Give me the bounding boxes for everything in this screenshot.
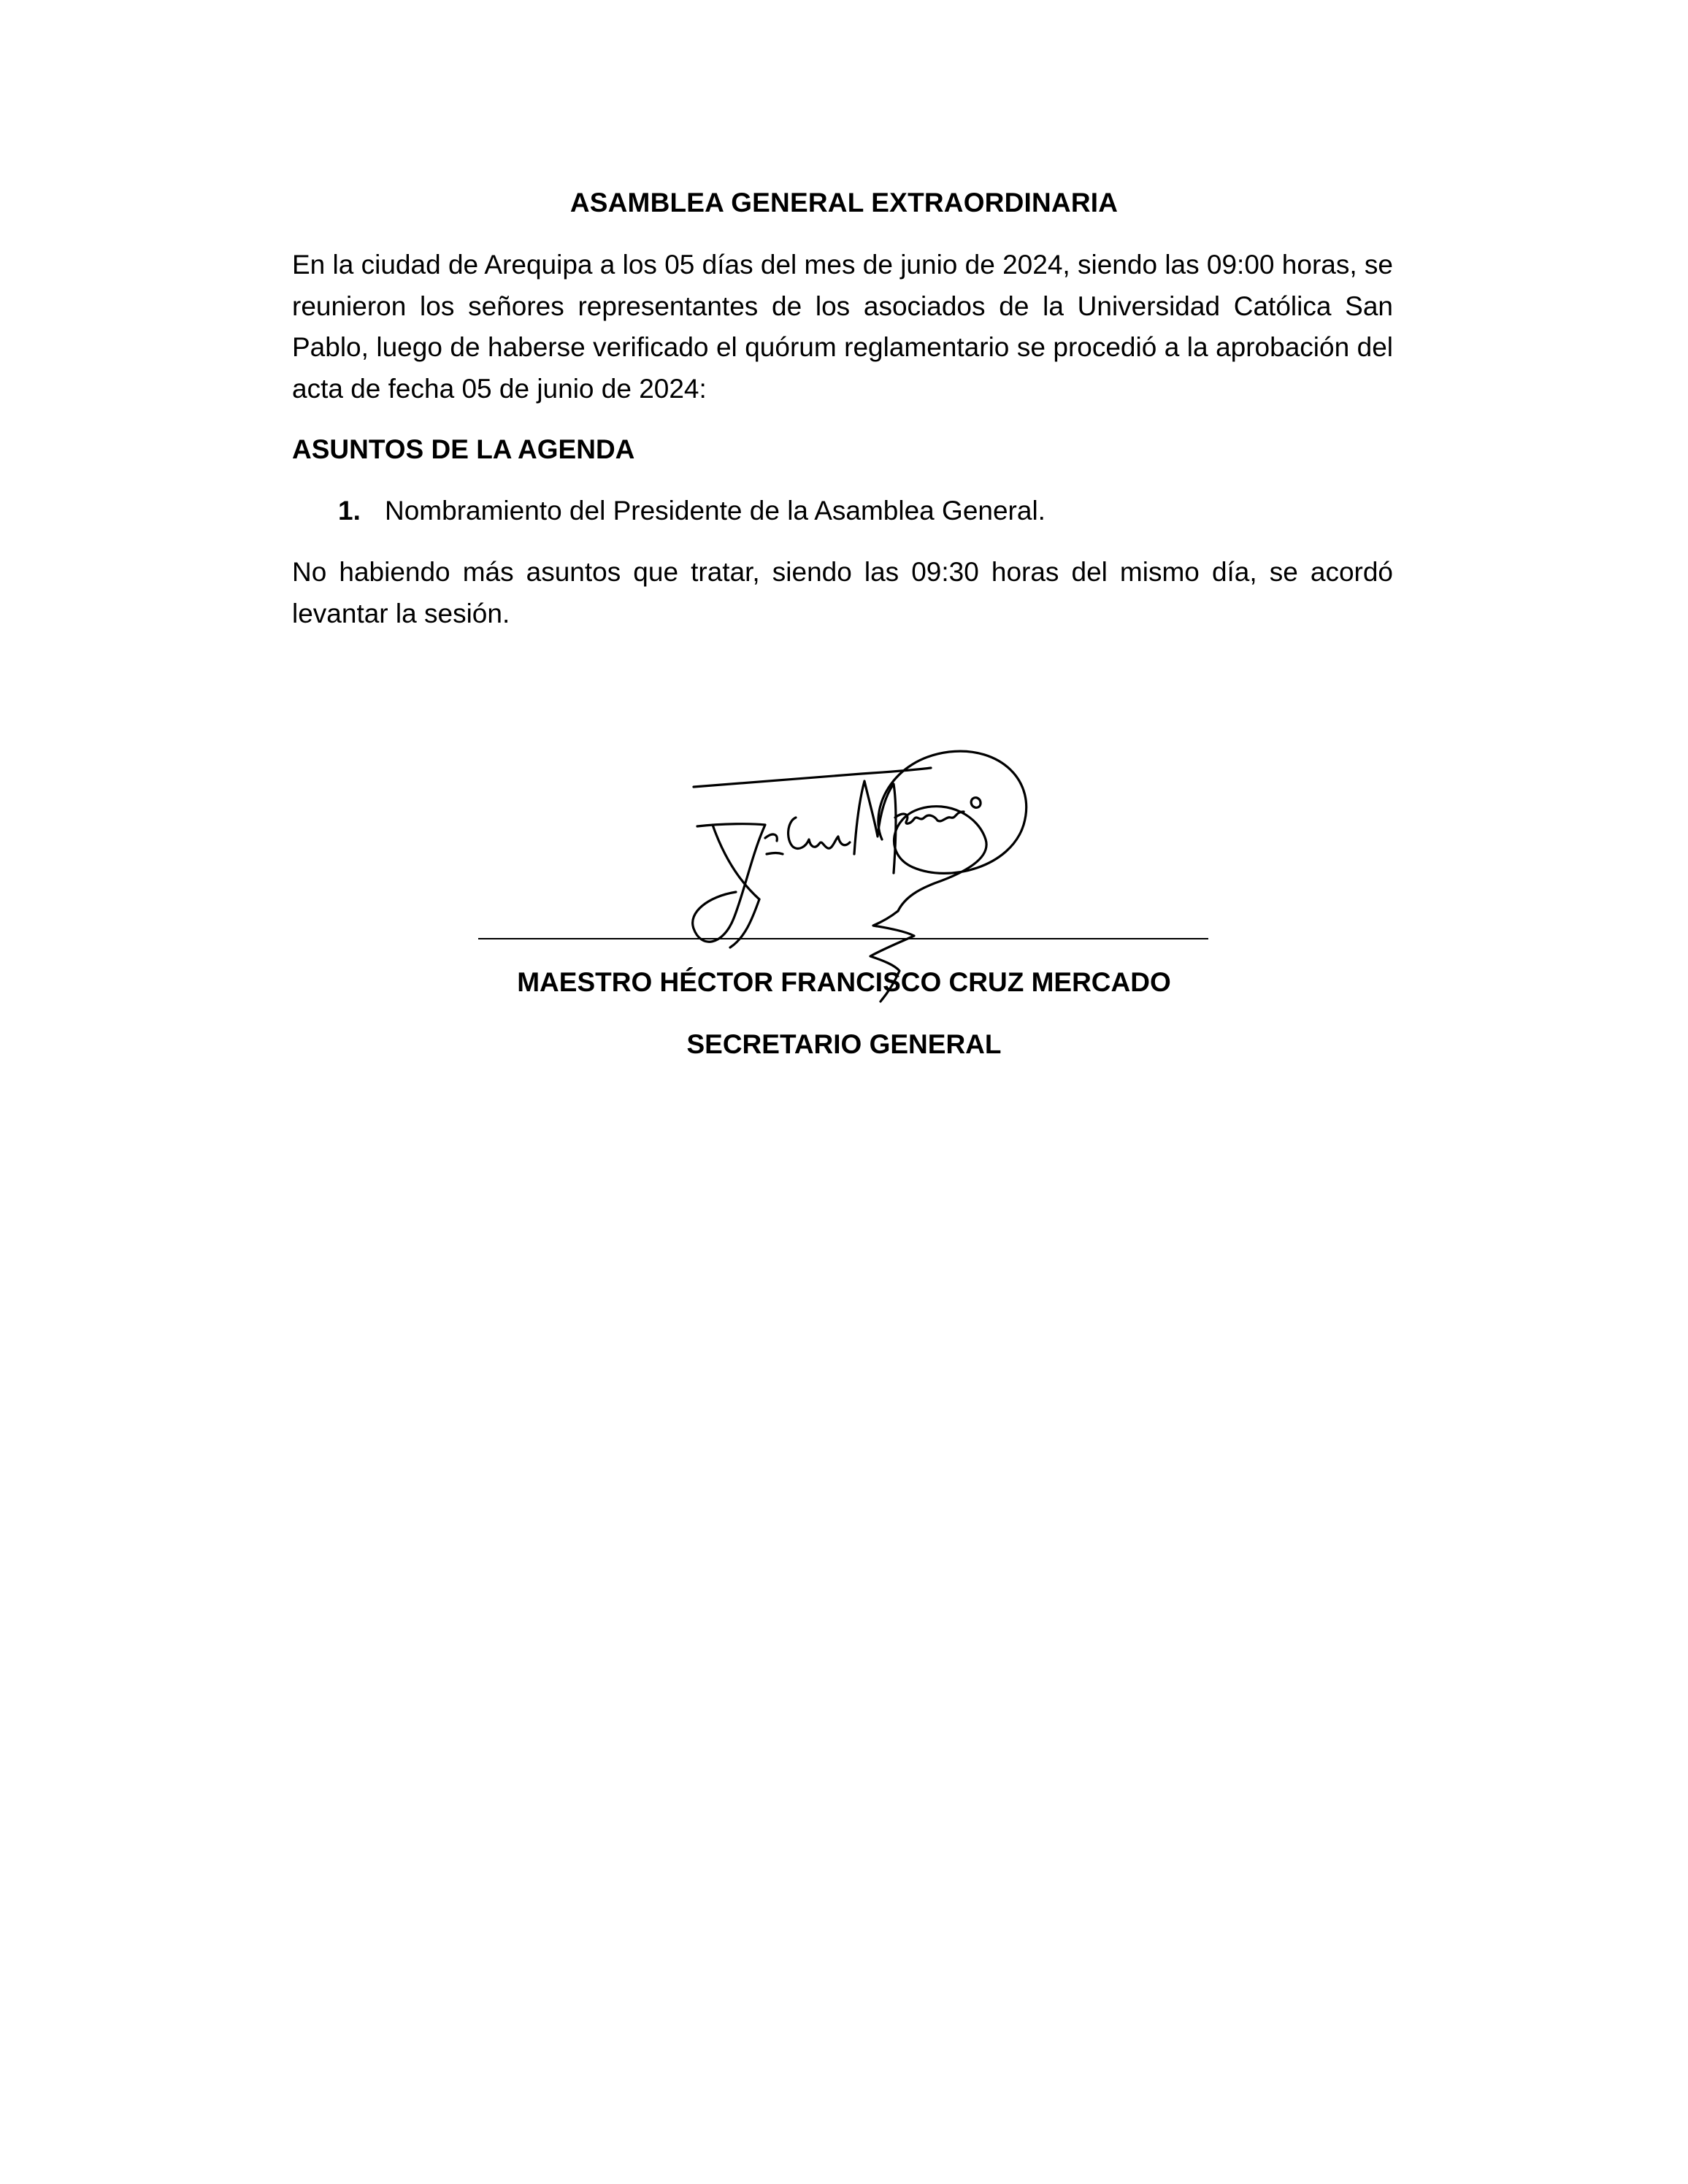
signer-name: MAESTRO HÉCTOR FRANCISCO CRUZ MERCADO: [517, 967, 1171, 997]
closing-paragraph: No habiendo más asuntos que tratar, siendo las 09:30 horas del mismo día, se acordó levantar la sesión.: [292, 557, 1393, 628]
agenda-item-text: Nombramiento del Presidente de la Asamblea General.: [385, 496, 1046, 526]
intro-paragraph: En la ciudad de Arequipa a los 05 días del mes de junio de 2024, siendo las 09:00 horas, se reunieron los señores representantes de los asociados de la Universidad Católica San Pablo, luego de haberse verificado el quórum reglamentario se procedió a la aprobación del acta de fecha 05 de junio de 2024:: [292, 250, 1393, 404]
document-title: ASAMBLEA GENERAL EXTRAORDINARIA: [569, 188, 1119, 218]
agenda-heading: ASUNTOS DE LA AGENDA: [292, 434, 635, 464]
agenda-item-number: 1.: [338, 496, 361, 526]
agenda-list-item: [338, 491, 1046, 531]
signer-role: SECRETARIO GENERAL: [686, 1029, 1002, 1059]
